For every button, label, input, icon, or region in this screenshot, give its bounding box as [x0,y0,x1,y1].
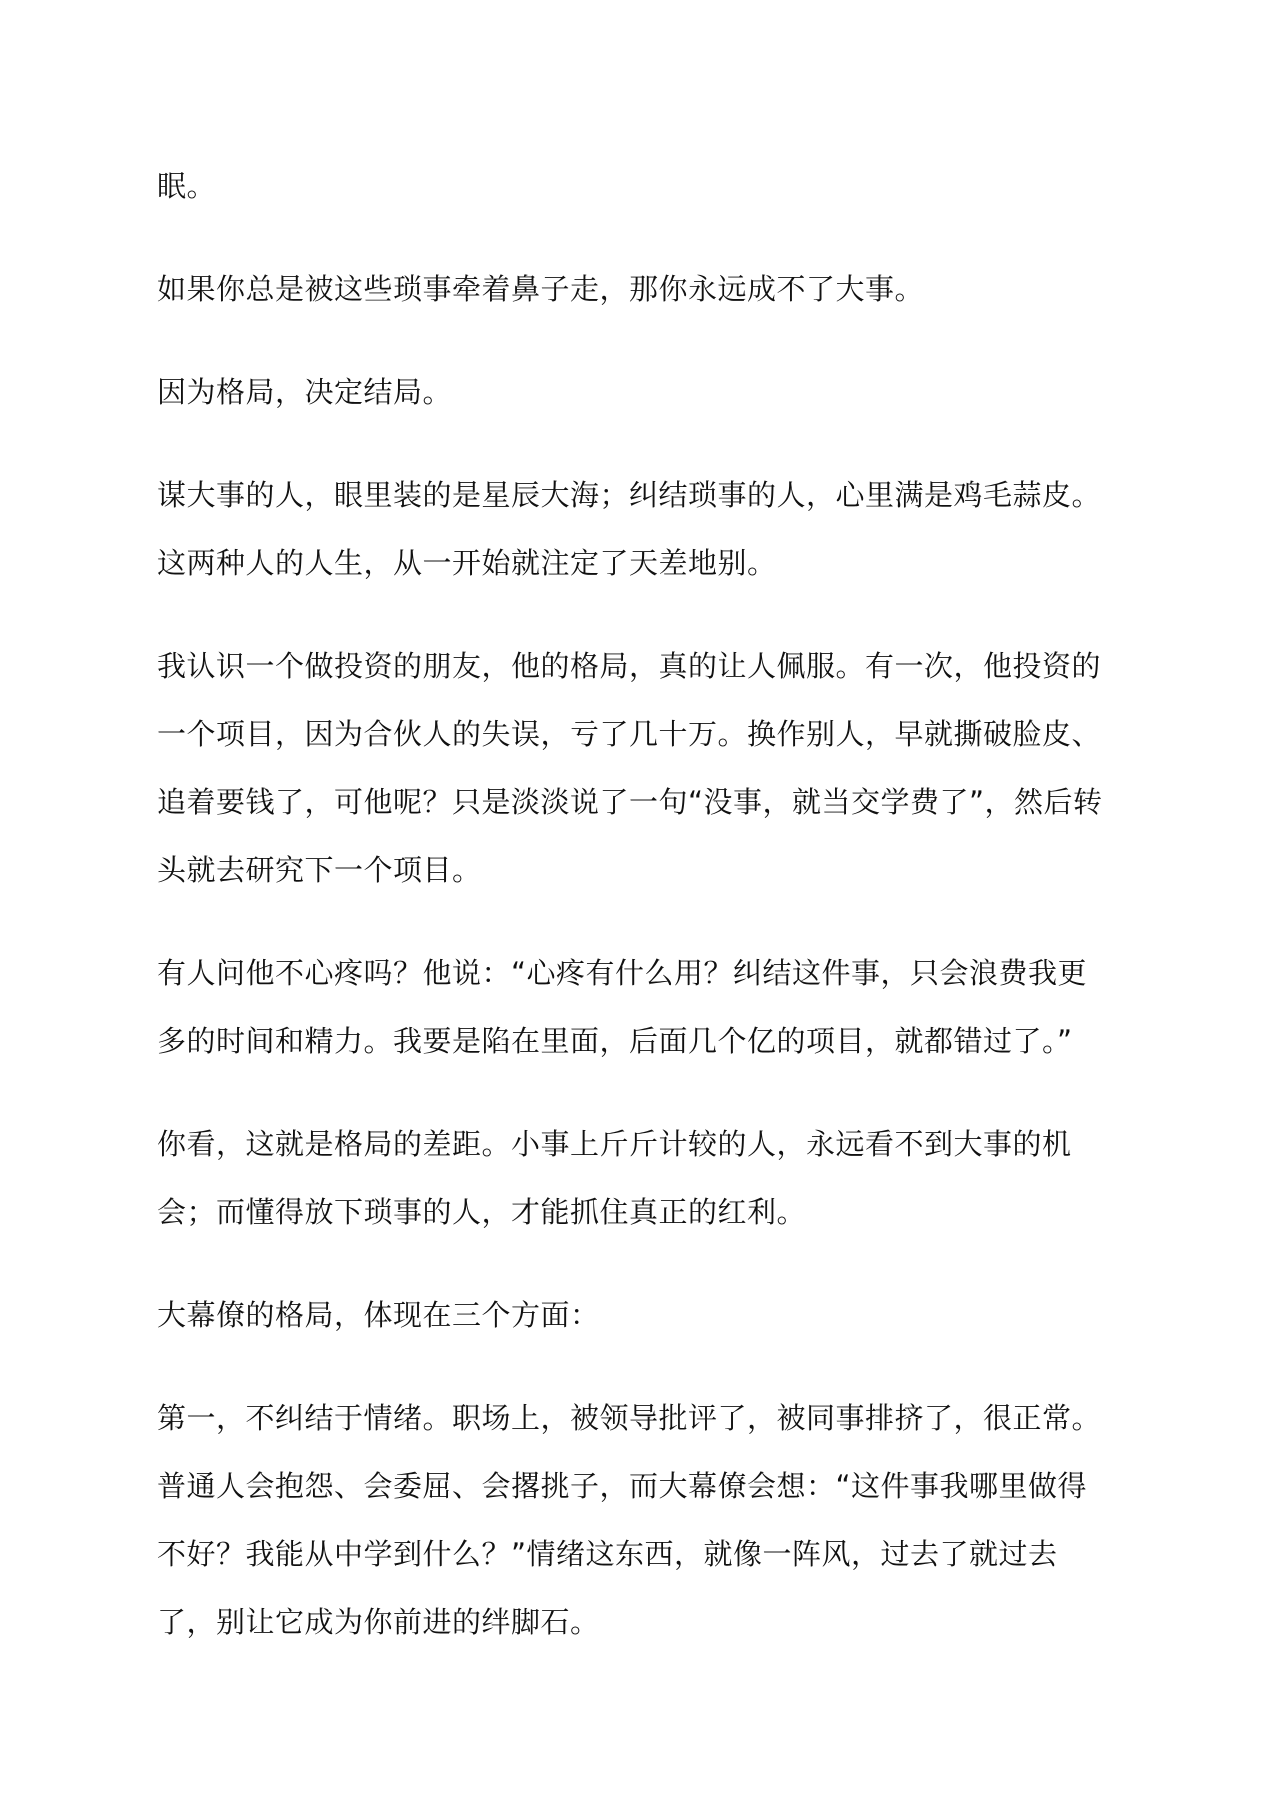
paragraph [157,939,1137,1075]
text-line: 眠。 [157,169,217,203]
text-line: 追着要钱了，可他呢？只是淡淡说了一句“没事，就当交学费了”，然后转 [157,785,1103,819]
text-line: 大幕僚的格局，体现在三个方面： [157,1298,600,1332]
paragraph [157,632,1137,904]
paragraph [157,358,1137,426]
paragraph [157,152,1137,220]
paragraph [157,255,1137,323]
paragraph [157,461,1137,597]
text-line: 多的时间和精力。我要是陷在里面，后面几个亿的项目，就都错过了。” [157,1024,1073,1058]
text-line: 了，别让它成为你前进的绊脚石。 [157,1605,600,1639]
paragraph [157,1110,1137,1246]
text-line: 一个项目，因为合伙人的失误，亏了几十万。换作别人，早就撕破脸皮、 [157,717,1102,751]
paragraph [157,1384,1137,1656]
text-line: 不好？我能从中学到什么？”情绪这东西，就像一阵风，过去了就过去 [157,1537,1058,1571]
text-line: 这两种人的人生，从一开始就注定了天差地别。 [157,546,777,580]
text-line: 头就去研究下一个项目。 [157,853,482,887]
text-line: 我认识一个做投资的朋友，他的格局，真的让人佩服。有一次，他投资的 [157,649,1102,683]
text-line: 因为格局，决定结局。 [157,375,453,409]
text-line: 有人问他不心疼吗？他说：“心疼有什么用？纠结这件事，只会浪费我更 [157,956,1088,990]
paragraph [157,1281,1137,1349]
text-line: 第一，不纠结于情绪。职场上，被领导批评了，被同事排挤了，很正常。 [157,1401,1102,1435]
text-line: 会；而懂得放下琐事的人，才能抓住真正的红利。 [157,1195,807,1229]
text-line: 谋大事的人，眼里装的是星辰大海；纠结琐事的人，心里满是鸡毛蒜皮。 [157,478,1102,512]
text-line: 你看，这就是格局的差距。小事上斤斤计较的人，永远看不到大事的机 [157,1127,1072,1161]
text-line: 如果你总是被这些琐事牵着鼻子走，那你永远成不了大事。 [157,272,925,306]
text-line: 普通人会抱怨、会委屈、会撂挑子，而大幕僚会想：“这件事我哪里做得 [157,1469,1088,1503]
article-body [157,152,1137,1691]
